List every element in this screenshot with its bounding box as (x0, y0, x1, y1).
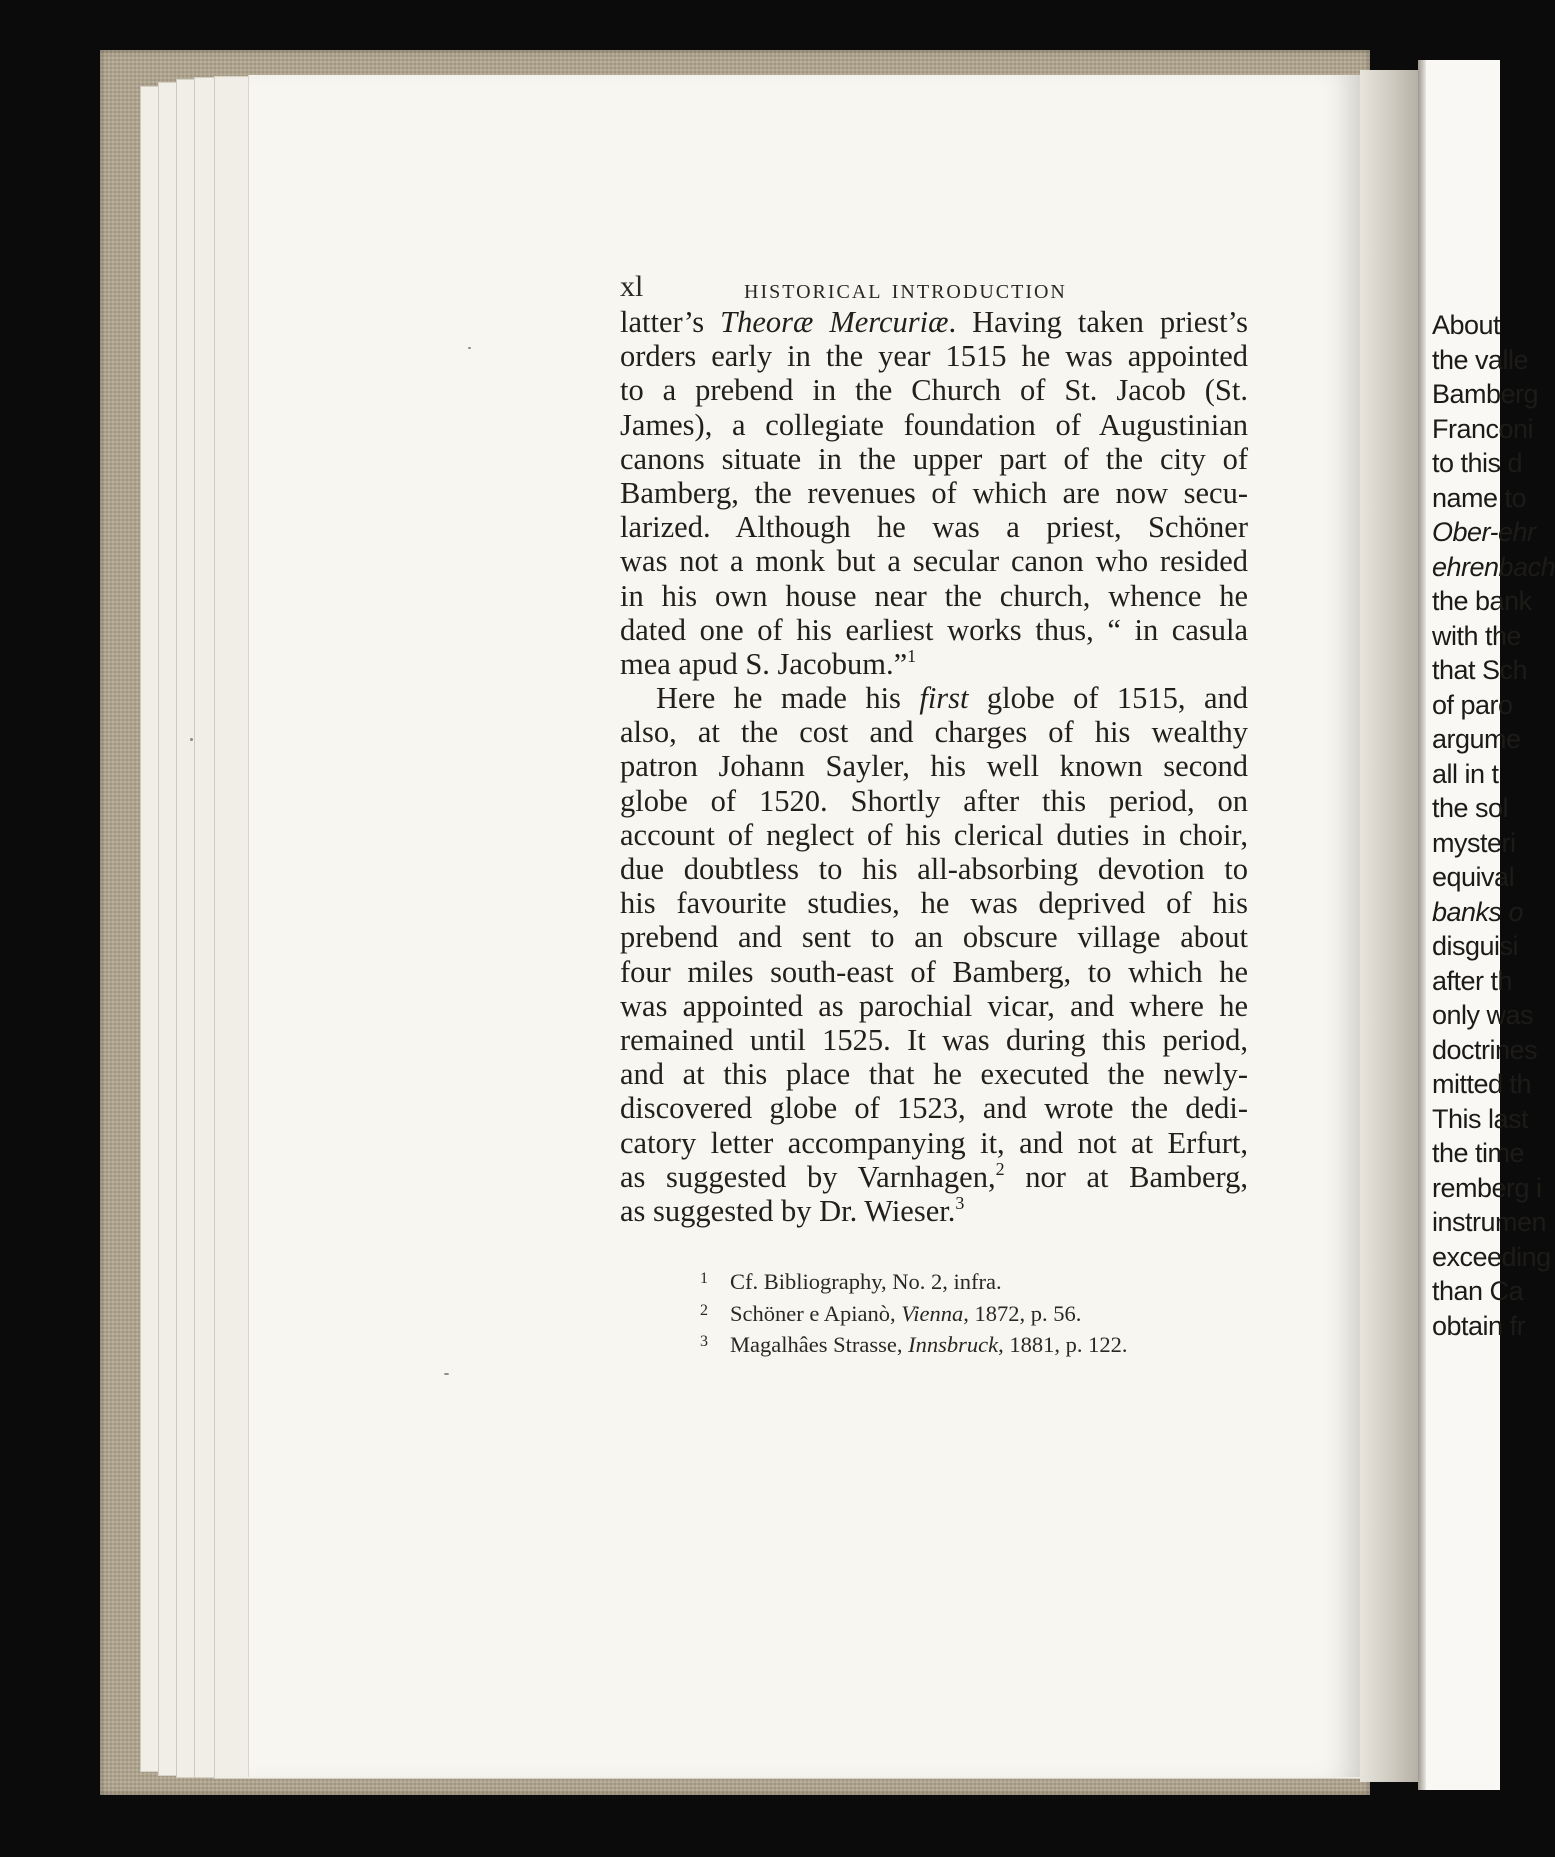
right-page-line: mitted th (1432, 1069, 1532, 1099)
text-line (620, 373, 1248, 407)
text-run: also, at the cost and charges of his wealthy (620, 715, 1248, 750)
right-page-line: Franconi (1432, 413, 1534, 444)
right-page-line: to this d (1432, 448, 1523, 478)
right-page-line: disguisi (1432, 931, 1519, 961)
text-line (620, 955, 1248, 989)
right-page-line: mysteri (1432, 827, 1516, 858)
right-page-line: of paro (1432, 689, 1513, 720)
right-page-line: the valle (1432, 344, 1529, 375)
text-run: remained until 1525. It was during this period, (620, 1022, 1248, 1057)
text-run: account of neglect of his clerical duties in choir, (620, 817, 1248, 852)
text-line (620, 544, 1248, 578)
footnote (700, 1328, 1260, 1360)
text-line (620, 681, 1248, 715)
italic-text: Theoræ Mercuriæ (720, 305, 949, 339)
text-line (620, 920, 1248, 954)
text-line (620, 1126, 1248, 1160)
text-run: Schöner e Apianò, (730, 1300, 902, 1326)
text-run: dated one of his earliest works thus, “ in casula (620, 612, 1248, 647)
text-line (620, 476, 1248, 510)
text-run: orders early in the year 1515 he was appointed (620, 339, 1248, 374)
text-run: Cf. Bibliography, No. 2, infra. (730, 1269, 1002, 1294)
right-page-line: About (1432, 310, 1501, 340)
right-page-shadow (1418, 60, 1426, 1790)
text-run: prebend and sent to an obscure village about (620, 920, 1248, 955)
text-run: Here he made his (656, 681, 920, 716)
text-line (620, 442, 1248, 476)
right-page-line: the time (1432, 1138, 1525, 1168)
text-run: and at this place that he executed the newly- (620, 1057, 1248, 1092)
text-line (620, 1194, 1248, 1228)
footnote-number: 2 (700, 1301, 708, 1319)
text-run: catory letter accompanying it, and not at Erfurt, (620, 1125, 1248, 1160)
right-page-line: than Ca (1432, 1276, 1524, 1306)
text-run: canons situate in the upper part of the city of (620, 441, 1248, 476)
text-line (620, 1057, 1248, 1091)
body-text (620, 305, 1248, 1228)
right-page-line: remberg i (1432, 1172, 1542, 1203)
italic-text: first (919, 681, 969, 716)
text-run: globe of 1520. Shortly after this period, on (620, 783, 1248, 818)
text-line (620, 579, 1248, 613)
right-page-line: the sol (1432, 793, 1509, 823)
right-page-line: ehrenbach (1432, 551, 1555, 582)
text-run: four miles south-east of Bamberg, to which he (620, 954, 1248, 989)
text-run: , 1872, p. 56. (963, 1300, 1082, 1326)
right-page-line: only was (1432, 1000, 1534, 1030)
text-line (620, 886, 1248, 920)
text-line (620, 613, 1248, 647)
right-page-line: equival (1432, 862, 1515, 892)
right-page-line: that Sch (1432, 655, 1528, 685)
text-run: Magalhâes Strasse, (730, 1332, 909, 1357)
footnote (700, 1297, 1260, 1329)
text-run: globe of 1515, and (968, 681, 1248, 716)
footnote-ref: 2 (995, 1158, 1005, 1179)
running-head: historical introduction (744, 273, 1067, 305)
paper-speck (190, 738, 193, 741)
right-page-line: This last (1432, 1103, 1529, 1134)
right-page-line: Ober-ehr (1432, 517, 1536, 547)
text-run: as suggested by Dr. Wieser. (620, 1193, 956, 1228)
right-page-line: all in t (1432, 758, 1499, 789)
text-run: in his own house near the church, whence he (620, 578, 1248, 613)
footnote-ref: 3 (955, 1192, 965, 1213)
text-run: as suggested by Varnhagen, (620, 1159, 996, 1194)
footnotes (700, 1265, 1260, 1360)
footnote-number: 3 (700, 1333, 708, 1350)
text-line (620, 408, 1248, 442)
text-run: James), a collegiate foundation of Augustinian (620, 407, 1248, 442)
text-run: discovered globe of 1523, and wrote the dedi- (620, 1091, 1248, 1126)
right-page-line: argume (1432, 724, 1521, 754)
text-line (620, 1091, 1248, 1125)
text-line (620, 715, 1248, 749)
text-line (620, 989, 1248, 1023)
page-number: xl (620, 270, 644, 303)
text-run: Bamberg, the revenues of which are now secu- (620, 475, 1248, 510)
text-run: patron Johann Sayler, his well known second (620, 749, 1248, 784)
text-run: due doubtless to his all-absorbing devotion to (620, 852, 1248, 886)
text-run: mea apud S. Jacobum.” (620, 646, 908, 681)
page-header (620, 270, 1250, 310)
text-run: , 1881, p. 122. (998, 1332, 1128, 1357)
footnote (700, 1265, 1260, 1297)
text-line (620, 784, 1248, 818)
text-line (620, 339, 1248, 373)
italic-text: Vienna (901, 1300, 964, 1326)
footnote-number: 1 (700, 1270, 708, 1287)
right-page-line: instrumen (1432, 1207, 1547, 1237)
right-page (1418, 60, 1555, 1790)
text-run: was not a monk but a secular canon who resided (620, 544, 1248, 579)
text-run: to a prebend in the Church of St. Jacob (St. (620, 373, 1248, 408)
footnote-ref: 1 (907, 645, 917, 666)
right-page-line: obtain fr (1432, 1310, 1526, 1341)
text-line (620, 749, 1248, 783)
paper-speck (468, 347, 471, 349)
text-run: was appointed as parochial vicar, and where he (620, 988, 1248, 1023)
text-run: his favourite studies, he was deprived of his (620, 886, 1248, 921)
text-run: nor at Bamberg, (1004, 1159, 1249, 1194)
right-page-line: name to (1432, 482, 1527, 513)
text-run: latter’s (620, 305, 721, 339)
right-page-line: after th (1432, 965, 1513, 996)
book-gutter (1360, 70, 1418, 1782)
right-page-line: exceeding (1432, 1241, 1551, 1272)
text-line (620, 852, 1248, 886)
paper-speck (444, 1373, 449, 1375)
right-page-line: doctrines (1432, 1034, 1538, 1065)
right-page-line: the bank (1432, 586, 1532, 616)
text-line (620, 647, 1248, 681)
right-page-line: banks o (1432, 896, 1524, 927)
text-line (620, 1023, 1248, 1057)
italic-text: Innsbruck (908, 1332, 999, 1357)
text-run: . Having taken priest’s (948, 305, 1248, 339)
text-line (620, 510, 1248, 544)
right-page-line: with the (1432, 620, 1522, 651)
text-run: larized. Although he was a priest, Schöner (620, 510, 1248, 545)
text-line (620, 818, 1248, 852)
text-line (620, 305, 1248, 339)
right-page-line: Bamberg (1432, 379, 1539, 409)
text-line (620, 1160, 1248, 1194)
